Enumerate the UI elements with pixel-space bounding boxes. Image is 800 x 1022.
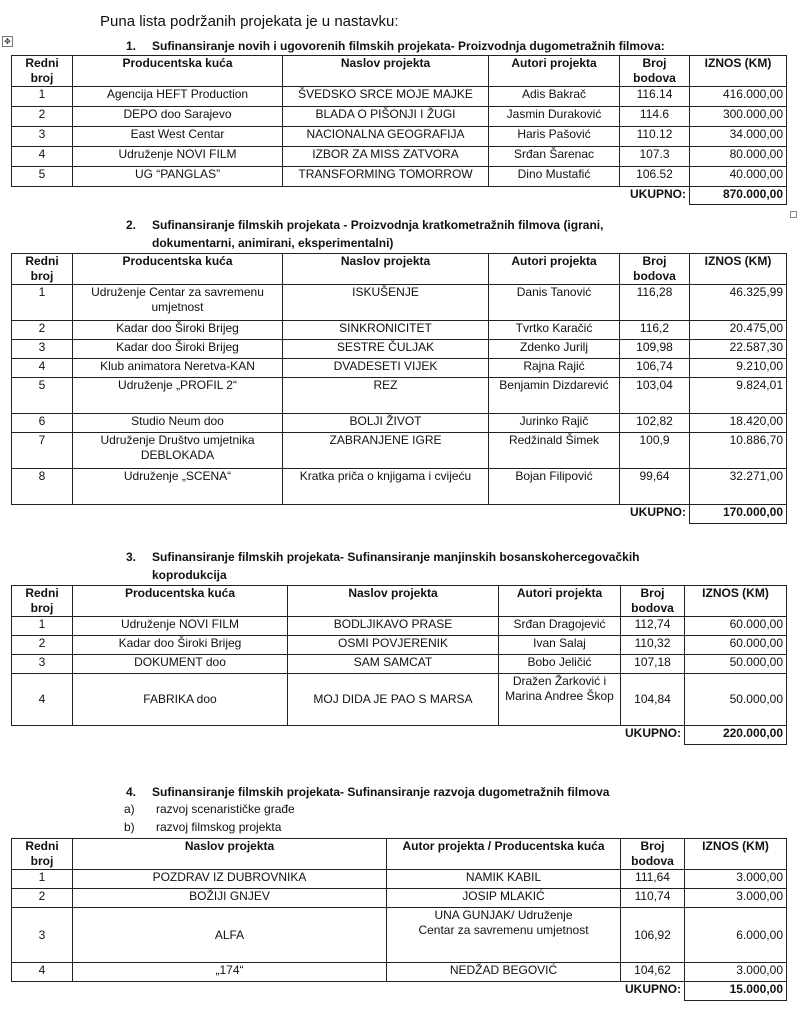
table-cell: Udruženje „SCENA“: [73, 469, 283, 505]
total-label: UKUPNO:: [621, 982, 685, 1001]
table-row: [12, 433, 787, 469]
table-cell: 18.420,00: [690, 414, 787, 433]
table-cell: 5: [12, 167, 73, 187]
table-row: [12, 617, 787, 636]
table-cell: DVADESETI VIJEK: [283, 359, 489, 378]
header-cell: Naslov projekta: [283, 254, 489, 285]
header-cell: Naslov projekta: [288, 586, 499, 617]
table-cell: UNA GUNJAK/ Udruženje Centar za savremenu umjetnost: [387, 908, 621, 963]
table-cell: 112,74: [621, 617, 685, 636]
table-cell: BODLJIKAVO PRASE: [288, 617, 499, 636]
table-cell: Udruženje „PROFIL 2“: [73, 378, 283, 414]
table-section-2: [11, 253, 787, 524]
table-cell: 5: [12, 378, 73, 414]
header-cell: IZNOS (KM): [685, 586, 787, 617]
table-cell: 3.000,00: [685, 963, 787, 982]
table-cell: 103,04: [620, 378, 690, 414]
table-cell: ALFA: [73, 908, 387, 963]
header-cell: Redni broj: [12, 839, 73, 870]
total-value: 870.000,00: [690, 187, 787, 205]
table-row: [12, 285, 787, 321]
subitem-b: b) razvoj filmskog projekta: [124, 820, 282, 834]
table-cell: 10.886,70: [690, 433, 787, 469]
table-cell: 102,82: [620, 414, 690, 433]
table-cell: 46.325,99: [690, 285, 787, 321]
table-cell: East West Centar: [73, 127, 283, 147]
table-cell: 2: [12, 636, 73, 655]
header-cell: Broj bodova: [621, 586, 685, 617]
header-cell: Redni broj: [12, 586, 73, 617]
header-cell: Redni broj: [12, 56, 73, 87]
table-cell: 50.000,00: [685, 674, 787, 726]
table-cell: 104,62: [621, 963, 685, 982]
table-cell: SESTRE ČULJAK: [283, 340, 489, 359]
total-row: [12, 505, 787, 524]
table-cell: 1: [12, 617, 73, 636]
table-cell: ŠVEDSKO SRCE MOJE MAJKE: [283, 87, 489, 107]
table-cell: Zdenko Jurilj: [489, 340, 620, 359]
table-cell: 4: [12, 963, 73, 982]
header-cell: Autor projekta / Producentska kuća: [387, 839, 621, 870]
table-cell: Udruženje Društvo umjetnika DEBLOKADA: [73, 433, 283, 469]
table-cell: 111,64: [621, 870, 685, 889]
table-cell: Benjamin Dizdarević: [489, 378, 620, 414]
table-cell: BOŽIJI GNJEV: [73, 889, 387, 908]
table-row: [12, 963, 787, 982]
table-cell: „174“: [73, 963, 387, 982]
table-cell: Kadar doo Široki Brijeg: [73, 340, 283, 359]
table-cell: Danis Tanović: [489, 285, 620, 321]
table-cell: 4: [12, 147, 73, 167]
total-label: UKUPNO:: [621, 726, 685, 745]
table-cell: 2: [12, 889, 73, 908]
table-cell: 99,64: [620, 469, 690, 505]
header-cell: Naslov projekta: [73, 839, 387, 870]
table-row: [12, 870, 787, 889]
table-cell: 80.000,00: [690, 147, 787, 167]
table-cell: Udruženje Centar za savremenu umjetnost: [73, 285, 283, 321]
table-cell: 50.000,00: [685, 655, 787, 674]
table-cell: 106,92: [621, 908, 685, 963]
total-row: [12, 187, 787, 205]
table-cell: 300.000,00: [690, 107, 787, 127]
table-cell: 116,2: [620, 321, 690, 340]
table-cell: 4: [12, 359, 73, 378]
table-cell: 109,98: [620, 340, 690, 359]
header-cell: Autori projekta: [489, 56, 620, 87]
table-cell: 3: [12, 655, 73, 674]
table-cell: Haris Pašović: [489, 127, 620, 147]
move-handle-icon[interactable]: ✥: [2, 36, 13, 47]
table-row: [12, 889, 787, 908]
total-row: [12, 982, 787, 1001]
table-cell: 6: [12, 414, 73, 433]
table-cell: Dražen Žarković i Marina Andree Škop: [499, 674, 621, 726]
total-value: 220.000,00: [685, 726, 787, 745]
table-cell: Adis Bakrač: [489, 87, 620, 107]
table-cell: 40.000,00: [690, 167, 787, 187]
table-cell: Kratka priča o knjigama i cvijeću: [283, 469, 489, 505]
table-cell: SINKRONICITET: [283, 321, 489, 340]
table-cell: 107,18: [621, 655, 685, 674]
table-cell: Tvrtko Karačić: [489, 321, 620, 340]
table-cell: 4: [12, 674, 73, 726]
table-cell: 110,74: [621, 889, 685, 908]
table-row: [12, 674, 787, 726]
header-cell: Autori projekta: [489, 254, 620, 285]
table-cell: JOSIP MLAKIĆ: [387, 889, 621, 908]
table-cell: 3: [12, 908, 73, 963]
table-cell: Klub animatora Neretva-KAN: [73, 359, 283, 378]
table-cell: DEPO doo Sarajevo: [73, 107, 283, 127]
table-cell: NEDŽAD BEGOVIĆ: [387, 963, 621, 982]
table-cell: Studio Neum doo: [73, 414, 283, 433]
table-cell: IZBOR ZA MISS ZATVORA: [283, 147, 489, 167]
table-row: [12, 414, 787, 433]
table-row: [12, 167, 787, 187]
table-cell: DOKUMENT doo: [73, 655, 288, 674]
table-cell: 2: [12, 107, 73, 127]
table-cell: REZ: [283, 378, 489, 414]
total-label: UKUPNO:: [620, 505, 690, 524]
table-cell: 3: [12, 127, 73, 147]
table-cell: TRANSFORMING TOMORROW: [283, 167, 489, 187]
table-cell: 32.271,00: [690, 469, 787, 505]
table-cell: MOJ DIDA JE PAO S MARSA: [288, 674, 499, 726]
table-header-row: [12, 56, 787, 87]
table-row: [12, 127, 787, 147]
table-cell: 20.475,00: [690, 321, 787, 340]
section-3-heading: 3. Sufinansiranje filmskih projekata- Sufinansiranje manjinskih bosanskohercegovačkih koprodukcija: [126, 550, 640, 582]
table-cell: Agencija HEFT Production: [73, 87, 283, 107]
table-cell: 22.587,30: [690, 340, 787, 359]
table-cell: Redžinald Šimek: [489, 433, 620, 469]
header-cell: Producentska kuća: [73, 56, 283, 87]
table-cell: 104,84: [621, 674, 685, 726]
table-cell: NACIONALNA GEOGRAFIJA: [283, 127, 489, 147]
table-cell: Udruženje NOVI FILM: [73, 147, 283, 167]
table-cell: 106,74: [620, 359, 690, 378]
table-cell: 416.000,00: [690, 87, 787, 107]
table-cell: 6.000,00: [685, 908, 787, 963]
table-cell: 100,9: [620, 433, 690, 469]
table-header-row: [12, 586, 787, 617]
table-cell: 60.000,00: [685, 636, 787, 655]
section-4-heading: 4. Sufinansiranje filmskih projekata- Sufinansiranje razvoja dugometražnih filmova: [126, 785, 610, 799]
table-row: [12, 321, 787, 340]
table-section-4: [11, 838, 787, 1001]
table-row: [12, 469, 787, 505]
table-section-1: [11, 55, 787, 205]
table-cell: 9.824,01: [690, 378, 787, 414]
total-row: [12, 726, 787, 745]
table-cell: 3.000,00: [685, 870, 787, 889]
table-cell: Bobo Jeličić: [499, 655, 621, 674]
table-cell: 8: [12, 469, 73, 505]
table-cell: 106.52: [620, 167, 690, 187]
table-header-row: [12, 254, 787, 285]
table-cell: Jurinko Rajič: [489, 414, 620, 433]
table-cell: FABRIKA doo: [73, 674, 288, 726]
table-cell: ISKUŠENJE: [283, 285, 489, 321]
table-cell: POZDRAV IZ DUBROVNIKA: [73, 870, 387, 889]
table-row: [12, 655, 787, 674]
header-cell: Broj bodova: [620, 254, 690, 285]
table-cell: Udruženje NOVI FILM: [73, 617, 288, 636]
table-row: [12, 908, 787, 963]
table-cell: 114.6: [620, 107, 690, 127]
table-cell: Srđan Šarenac: [489, 147, 620, 167]
table-cell: OSMI POVJERENIK: [288, 636, 499, 655]
table-cell: 1: [12, 87, 73, 107]
table-cell: 34.000,00: [690, 127, 787, 147]
table-cell: 2: [12, 321, 73, 340]
table-cell: Bojan Filipović: [489, 469, 620, 505]
table-cell: Srđan Dragojević: [499, 617, 621, 636]
header-cell: Producentska kuća: [73, 586, 288, 617]
table-cell: Rajna Rajić: [489, 359, 620, 378]
header-cell: Naslov projekta: [283, 56, 489, 87]
table-cell: UG “PANGLAS”: [73, 167, 283, 187]
table-row: [12, 359, 787, 378]
table-cell: 107.3: [620, 147, 690, 167]
table-cell: 1: [12, 870, 73, 889]
table-cell: 9.210,00: [690, 359, 787, 378]
table-cell: Kadar doo Široki Brijeg: [73, 321, 283, 340]
table-row: [12, 147, 787, 167]
table-cell: 110.12: [620, 127, 690, 147]
header-cell: Producentska kuća: [73, 254, 283, 285]
table-row: [12, 107, 787, 127]
header-cell: IZNOS (KM): [690, 56, 787, 87]
section-1-heading: 1. Sufinansiranje novih i ugovorenih filmskih projekata- Proizvodnja dugometražnih filmova:: [126, 39, 665, 53]
table-section-3: [11, 585, 787, 745]
table-cell: 3: [12, 340, 73, 359]
table-header-row: [12, 839, 787, 870]
header-cell: Redni broj: [12, 254, 73, 285]
table-cell: Dino Mustafić: [489, 167, 620, 187]
total-value: 170.000,00: [690, 505, 787, 524]
header-cell: Broj bodova: [620, 56, 690, 87]
table-row: [12, 87, 787, 107]
header-cell: IZNOS (KM): [690, 254, 787, 285]
table-cell: 116.14: [620, 87, 690, 107]
section-2-heading: 2. Sufinansiranje filmskih projekata - Proizvodnja kratkometražnih filmova (igrani, dokumentarni, animirani, eksperimentalni): [126, 218, 604, 250]
header-cell: Broj bodova: [621, 839, 685, 870]
subitem-a: a) razvoj scenarističke građe: [124, 802, 295, 816]
table-cell: 110,32: [621, 636, 685, 655]
table-cell: Jasmin Duraković: [489, 107, 620, 127]
total-value: 15.000,00: [685, 982, 787, 1001]
table-cell: Kadar doo Široki Brijeg: [73, 636, 288, 655]
table-row: [12, 636, 787, 655]
table-cell: 3.000,00: [685, 889, 787, 908]
table-row: [12, 378, 787, 414]
table-cell: 7: [12, 433, 73, 469]
table-row: [12, 340, 787, 359]
table-cell: NAMIK KABIL: [387, 870, 621, 889]
table-cell: 1: [12, 285, 73, 321]
table-cell: Ivan Salaj: [499, 636, 621, 655]
table-cell: 60.000,00: [685, 617, 787, 636]
table-cell: BOLJI ŽIVOT: [283, 414, 489, 433]
intro-text: Puna lista podržanih projekata je u nastavku:: [100, 13, 399, 30]
header-cell: IZNOS (KM): [685, 839, 787, 870]
header-cell: Autori projekta: [499, 586, 621, 617]
resize-handle-icon[interactable]: [790, 211, 797, 218]
total-label: UKUPNO:: [489, 187, 690, 205]
table-cell: BLADA O PIŠONJI I ŽUGI: [283, 107, 489, 127]
table-cell: 116,28: [620, 285, 690, 321]
table-cell: SAM SAMCAT: [288, 655, 499, 674]
table-cell: ZABRANJENE IGRE: [283, 433, 489, 469]
